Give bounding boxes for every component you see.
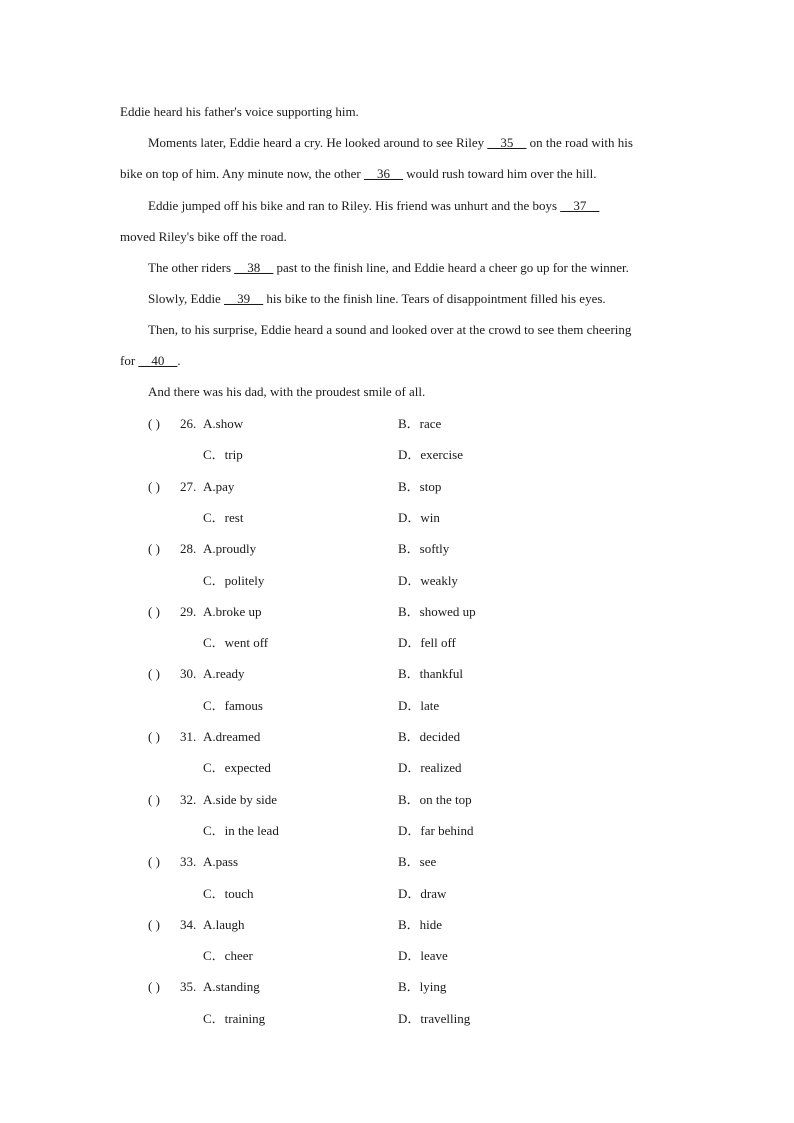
option-d: D．travelling xyxy=(398,1011,471,1026)
option-d: D．exercise xyxy=(398,447,463,462)
blank-39: __39__ xyxy=(224,291,264,306)
option-b: B．decided xyxy=(398,729,461,744)
question-number: 31. xyxy=(180,729,197,744)
option-c: C．in the lead xyxy=(203,823,279,838)
passage-text: Moments later, Eddie heard a cry. He looked around to see Riley xyxy=(148,135,488,150)
passage-line xyxy=(148,260,629,276)
option-d: D．weakly xyxy=(398,573,458,588)
option-b: B．race xyxy=(398,416,442,431)
option-b: B．softly xyxy=(398,541,450,556)
passage-line xyxy=(148,322,631,338)
question-number: 26. xyxy=(180,416,197,431)
option-c: C．trip xyxy=(203,447,243,462)
passage-line xyxy=(120,229,287,245)
option-d: D．realized xyxy=(398,760,462,775)
option-a: A.broke up xyxy=(203,604,262,619)
blank-40: __40__ xyxy=(138,353,178,368)
passage-text: Eddie jumped off his bike and ran to Riley. His friend was unhurt and the boys xyxy=(148,198,561,213)
passage-text: . xyxy=(177,353,181,368)
option-c: C．touch xyxy=(203,886,254,901)
passage-line xyxy=(120,104,359,120)
question-number: 32. xyxy=(180,792,197,807)
option-d: D．leave xyxy=(398,948,448,963)
passage-text: for xyxy=(120,353,139,368)
question-number: 35. xyxy=(180,979,197,994)
option-a: A.standing xyxy=(203,979,260,994)
passage-line xyxy=(148,384,425,400)
passage-text: his bike to the finish line. Tears of disappointment filled his eyes. xyxy=(263,291,606,306)
question-number: 33. xyxy=(180,854,197,869)
passage-line xyxy=(120,353,181,369)
passage-line xyxy=(148,135,633,151)
answer-bracket[interactable]: ( ) xyxy=(148,416,160,431)
option-d: D．late xyxy=(398,698,440,713)
answer-bracket[interactable]: ( ) xyxy=(148,666,160,681)
question-number: 30. xyxy=(180,666,197,681)
answer-bracket[interactable]: ( ) xyxy=(148,792,160,807)
option-a: A.laugh xyxy=(203,917,245,932)
option-b: B．on the top xyxy=(398,792,472,807)
option-a: A.proudly xyxy=(203,541,257,556)
question-number: 34. xyxy=(180,917,197,932)
question-number: 29. xyxy=(180,604,197,619)
option-a: A.ready xyxy=(203,666,245,681)
passage-text: on the road with his xyxy=(526,135,633,150)
option-c: C．cheer xyxy=(203,948,253,963)
blank-37: __37__ xyxy=(560,198,600,213)
option-d: D．fell off xyxy=(398,635,456,650)
option-c: C．went off xyxy=(203,635,269,650)
answer-bracket[interactable]: ( ) xyxy=(148,479,160,494)
answer-bracket[interactable]: ( ) xyxy=(148,604,160,619)
passage-text: The other riders xyxy=(148,260,235,275)
passage-line xyxy=(148,291,606,307)
passage-text: moved Riley's bike off the road. xyxy=(120,229,287,244)
option-d: D．draw xyxy=(398,886,447,901)
option-b: B．showed up xyxy=(398,604,476,619)
option-c: C．training xyxy=(203,1011,266,1026)
option-a: A.pass xyxy=(203,854,239,869)
option-a: A.show xyxy=(203,416,244,431)
passage-text: past to the finish line, and Eddie heard a cheer go up for the winner. xyxy=(273,260,629,275)
option-d: D．win xyxy=(398,510,440,525)
passage-line xyxy=(148,198,599,214)
question-number: 27. xyxy=(180,479,197,494)
answer-bracket[interactable]: ( ) xyxy=(148,979,160,994)
blank-36: __36__ xyxy=(363,166,403,181)
passage-text: bike on top of him. Any minute now, the other xyxy=(120,166,364,181)
option-c: C．politely xyxy=(203,573,265,588)
option-c: C．rest xyxy=(203,510,244,525)
option-d: D．far behind xyxy=(398,823,474,838)
option-c: C．famous xyxy=(203,698,263,713)
question-number: 28. xyxy=(180,541,197,556)
answer-bracket[interactable]: ( ) xyxy=(148,541,160,556)
blank-35: __35__ xyxy=(487,135,527,150)
option-a: A.side by side xyxy=(203,792,278,807)
blank-38: __38__ xyxy=(234,260,274,275)
answer-bracket[interactable]: ( ) xyxy=(148,854,160,869)
option-b: B．see xyxy=(398,854,437,869)
option-a: A.pay xyxy=(203,479,235,494)
option-a: A.dreamed xyxy=(203,729,261,744)
passage-line xyxy=(120,166,597,182)
passage-text: would rush toward him over the hill. xyxy=(402,166,597,181)
passage-text: Then, to his surprise, Eddie heard a sound and looked over at the crowd to see them cheering xyxy=(148,322,632,337)
option-b: B．stop xyxy=(398,479,442,494)
passage-text: Eddie heard his father's voice supporting him. xyxy=(120,104,359,119)
option-b: B．thankful xyxy=(398,666,463,681)
answer-bracket[interactable]: ( ) xyxy=(148,917,160,932)
answer-bracket[interactable]: ( ) xyxy=(148,729,160,744)
passage-text: Slowly, Eddie xyxy=(148,291,225,306)
option-b: B．hide xyxy=(398,917,443,932)
passage-text: And there was his dad, with the proudest smile of all. xyxy=(148,384,426,399)
option-c: C．expected xyxy=(203,760,271,775)
option-b: B．lying xyxy=(398,979,447,994)
